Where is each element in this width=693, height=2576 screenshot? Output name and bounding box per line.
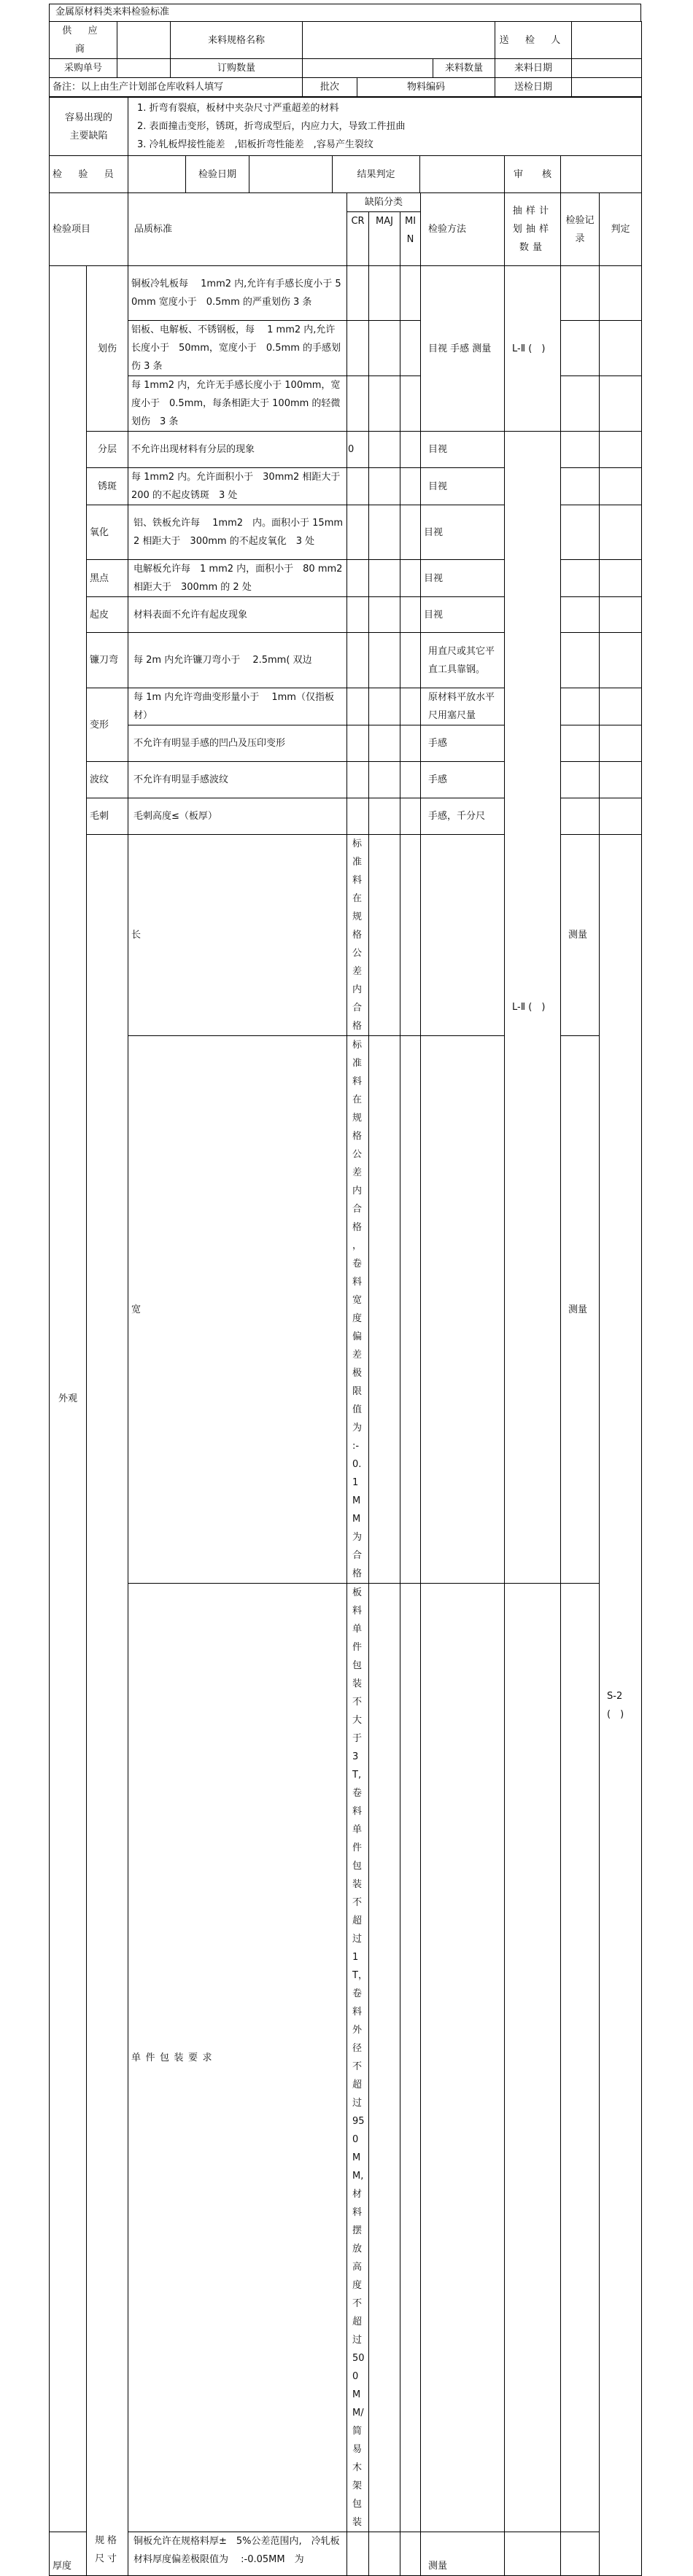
record-cell[interactable] [561, 597, 600, 633]
inspection-sheet [49, 4, 641, 2576]
maj-cell [369, 798, 400, 835]
sign-mid [128, 156, 505, 193]
remark-text: 备注：以上由生产计划部仓库收料人填写 [50, 78, 303, 97]
inspector-value[interactable] [128, 156, 186, 192]
method-thick: 测量 [421, 2532, 505, 2576]
min-cell [400, 688, 421, 725]
batch-label: 批次 [303, 78, 357, 97]
item-thick: 厚度 [50, 2532, 87, 2576]
spec-name-label: 来料规格名称 [171, 22, 303, 59]
std-length: 标准料在规格公差内合格 [347, 835, 369, 1036]
cr-cell [369, 1584, 400, 2532]
defects-label-line2: 主要缺陷 [69, 130, 108, 141]
col-judge: 判定 [600, 193, 642, 266]
std-scratch-3: 每 1mm2 内，允许无手感长度小于 100mm，宽度小于 0.5mm，每条相距大于 100mm 的轻微划伤 3 条 [128, 376, 347, 432]
std-thick: 铜板允许在规格料厚± 5%公差范围内, 冷轧板材料厚度偏差极限值为 :-0.05MM 为 [128, 2532, 347, 2576]
document-title: 金属原材料类来料检验标准 [49, 4, 641, 21]
item-rust: 锈斑 [87, 468, 128, 505]
std-deform-2: 不允许有明显手感的凹凸及压印变形 [128, 725, 347, 762]
min-cell [400, 321, 421, 376]
maj-cell [369, 376, 400, 432]
std-layer: 不允许出现材料有分层的现象 [128, 432, 347, 468]
judge-cell[interactable] [600, 432, 642, 468]
min-cell [400, 505, 421, 560]
cr-cell [347, 762, 369, 798]
cr-cell [347, 266, 369, 321]
std-peel: 材料表面不允许有起皮现象 [128, 597, 347, 633]
col-item: 检验项目 [50, 193, 128, 266]
maj-cell [369, 468, 400, 505]
material-code-label: 物料编码 [357, 78, 495, 97]
defect-item: 3. 冷轧板焊接性能差 ,铝板折弯性能差 ,容易产生裂纹 [137, 139, 373, 150]
inspection-table [49, 97, 642, 2576]
record-cell[interactable] [561, 798, 600, 835]
min-cell [400, 266, 421, 321]
method-bow: 用直尺或其它平直工具靠钢。 [421, 633, 505, 688]
col-method: 检验方法 [421, 193, 505, 266]
col-record: 检验记录 [561, 193, 600, 266]
result-label: 结果判定 [333, 156, 420, 192]
review-value[interactable] [561, 156, 642, 193]
judge-cell[interactable] [600, 725, 642, 762]
judge-cell[interactable] [600, 597, 642, 633]
col-maj: MAJ [369, 212, 400, 266]
judge-cell[interactable] [600, 798, 642, 835]
defect-item: 1. 折弯有裂痕，板材中夹杂尺寸严重超差的材料 [137, 103, 339, 114]
maj-cell [400, 1584, 421, 2532]
method-dots: 目视 [421, 560, 505, 597]
min-cell [400, 432, 421, 468]
maj-cell [369, 725, 400, 762]
method-pack [505, 1584, 561, 2532]
sampling-plan-c: S-2 ( ) [600, 835, 642, 2576]
cr-cell [347, 725, 369, 762]
min-cell [400, 725, 421, 762]
record-cell[interactable] [561, 688, 600, 725]
maj-cell [369, 597, 400, 633]
record-cell[interactable] [561, 266, 600, 321]
cr-cell [347, 321, 369, 376]
min-cell [400, 597, 421, 633]
judge-cell[interactable] [561, 2532, 600, 2576]
min-cell [421, 1584, 505, 2532]
record-cell[interactable] [505, 2532, 561, 2576]
std-rust: 每 1mm2 内。允许面积小于 30mm2 相距大于 200 的不起皮锈斑 3 处 [128, 468, 347, 505]
send-date-value[interactable] [572, 78, 642, 97]
inspect-date-label: 检验日期 [186, 156, 249, 192]
sampling-plan-b: L-Ⅱ ( ) [505, 432, 561, 1584]
cr-cell [347, 505, 369, 560]
item-wave: 波纹 [87, 762, 128, 798]
min-cell [400, 633, 421, 688]
min-cell [421, 1036, 505, 1584]
method-deform-1: 原材料平放水平尺用塞尺量 [421, 688, 505, 725]
cr-cell [347, 2532, 369, 2576]
record-cell[interactable] [561, 725, 600, 762]
incoming-date-label: 来料日期 [495, 59, 572, 78]
col-defect-class: 缺陷分类 [347, 193, 421, 212]
std-dots: 电解板允许每 1 mm2 内，面积小于 80 mm2 相距大于 300mm 的 2 处 [128, 560, 347, 597]
maj-cell [369, 560, 400, 597]
std-scratch-2: 铝板、电解板、不锈钢板，每 1 mm2 内,允许长度小于 50mm，宽度小于 0.5mm 的手感划伤 3 条 [128, 321, 347, 376]
col-min: MIN [400, 212, 421, 266]
cr-cell [369, 1036, 400, 1584]
incoming-qty-label: 来料数量 [433, 59, 495, 78]
record-cell[interactable] [561, 321, 600, 376]
record-cell[interactable] [561, 560, 600, 597]
std-wave: 不允许有明显手感波纹 [128, 762, 347, 798]
group-appearance: 外观 [50, 266, 87, 2532]
item-length: 长 [128, 835, 347, 1036]
cr-cell [347, 633, 369, 688]
cr-cell [369, 835, 400, 1036]
send-date-label: 送检日期 [495, 78, 572, 97]
method-scratch: 目视 手感 测量 [421, 266, 505, 432]
inspector-send-label: 送 检 人 [495, 22, 572, 59]
defects-list [128, 98, 642, 156]
defects-label-line1: 容易出现的 [65, 112, 113, 123]
maj-cell [369, 633, 400, 688]
maj-cell [369, 505, 400, 560]
order-qty-value[interactable] [303, 59, 433, 78]
record-cell[interactable] [561, 762, 600, 798]
maj-cell [369, 266, 400, 321]
supplier-value[interactable] [117, 22, 171, 59]
maj-cell [369, 2532, 400, 2576]
record-cell[interactable] [561, 376, 600, 432]
supplier-label: 供 应 商 [50, 22, 117, 59]
item-oxide: 氧化 [87, 505, 128, 560]
cr-cell [347, 376, 369, 432]
item-peel: 起皮 [87, 597, 128, 633]
std-scratch-1: 铜板冷轧板每 1mm2 内,允许有手感长度小于 50mm 宽度小于 0.5mm 的严重划伤 3 条 [128, 266, 347, 321]
maj-cell [369, 688, 400, 725]
method-deform-2: 手感 [421, 725, 505, 762]
maj-cell [400, 1036, 421, 1584]
incoming-date-value[interactable] [572, 59, 642, 78]
min-cell [400, 560, 421, 597]
cr-cell [347, 468, 369, 505]
header-table [49, 21, 642, 97]
method-peel: 目视 [421, 597, 505, 633]
item-burr: 毛刺 [87, 798, 128, 835]
cr-cell [347, 688, 369, 725]
item-scratch: 划伤 [87, 266, 128, 432]
cr-cell [347, 597, 369, 633]
col-sampling: 抽样计划抽样数量 [505, 193, 561, 266]
method-layer: 目视 [421, 432, 505, 468]
min-cell [400, 376, 421, 432]
method-width: 测量 [561, 1036, 600, 1584]
min-cell [400, 468, 421, 505]
item-layer: 分层 [87, 432, 128, 468]
judge-cell[interactable] [600, 688, 642, 725]
defect-item: 2. 表面撞击变形，锈斑，折弯成型后，内应力大，导致工件扭曲 [137, 121, 406, 132]
col-cr: CR [347, 212, 369, 266]
record-cell[interactable] [561, 432, 600, 468]
record-cell[interactable] [561, 633, 600, 688]
judge-cell[interactable] [600, 762, 642, 798]
inspector-send-value[interactable] [572, 22, 642, 59]
std-pack: 板料单件包装不大于 3T,卷料单件包装不超过 1T，卷料外径不超过 950MM, 材料摆放高度不超过 500MM/ 简易木架包装 [347, 1584, 369, 2532]
judge-cell[interactable] [600, 266, 642, 321]
defects-label [50, 98, 128, 156]
order-qty-label: 订购数量 [171, 59, 303, 78]
po-value[interactable] [117, 59, 171, 78]
item-pack: 单件包装要求 [128, 1584, 347, 2532]
record-cell[interactable] [561, 468, 600, 505]
cr-layer: 0 [347, 432, 369, 468]
min-cell [400, 762, 421, 798]
item-bow: 镰刀弯 [87, 633, 128, 688]
result-value[interactable] [420, 156, 505, 192]
item-dots: 黑点 [87, 560, 128, 597]
maj-cell [400, 835, 421, 1036]
method-length: 测量 [561, 835, 600, 1036]
std-width: 标准料在规格公差内合格 ，卷料宽度偏差极限值为 :-0.1MM 为合格 [347, 1036, 369, 1584]
sign-inner [128, 156, 504, 192]
maj-cell [369, 762, 400, 798]
group-spec: 规格尺寸 [87, 835, 128, 2576]
maj-cell [369, 321, 400, 376]
method-burr: 手感，千分尺 [421, 798, 505, 835]
item-deform: 变形 [87, 688, 128, 762]
review-label: 审 核 [505, 156, 561, 193]
min-cell [400, 2532, 421, 2576]
method-oxide: 目视 [421, 505, 505, 560]
method-wave: 手感 [421, 762, 505, 798]
sampling-plan-a: L-Ⅱ ( ) [505, 266, 561, 432]
std-bow: 每 2m 内允许镰刀弯小于 2.5mm( 双边 [128, 633, 347, 688]
spec-name-value[interactable] [303, 22, 495, 59]
cr-cell [347, 560, 369, 597]
judge-cell[interactable] [600, 560, 642, 597]
std-burr: 毛刺高度≤（板厚） [128, 798, 347, 835]
judge-cell[interactable] [600, 376, 642, 432]
maj-cell [369, 432, 400, 468]
record-cell[interactable] [561, 1584, 600, 2532]
std-deform-1: 每 1m 内允许弯曲变形量小于 1mm（仅指板材） [128, 688, 347, 725]
item-width: 宽 [128, 1036, 347, 1584]
inspector-label: 检 验 员 [50, 156, 128, 193]
judge-cell[interactable] [600, 321, 642, 376]
judge-cell[interactable] [600, 633, 642, 688]
min-cell [400, 798, 421, 835]
judge-cell[interactable] [600, 505, 642, 560]
record-cell[interactable] [561, 505, 600, 560]
min-cell [421, 835, 505, 1036]
inspect-date-value[interactable] [249, 156, 333, 192]
std-oxide: 铝、铁板允许每 1mm2 内。面积小于 15mm2 相距大于 300mm 的不起皮氧化 3 处 [128, 505, 347, 560]
po-label: 采购单号 [50, 59, 117, 78]
judge-cell[interactable] [600, 468, 642, 505]
cr-cell [347, 798, 369, 835]
method-rust: 目视 [421, 468, 505, 505]
col-standard: 品质标准 [128, 193, 347, 266]
